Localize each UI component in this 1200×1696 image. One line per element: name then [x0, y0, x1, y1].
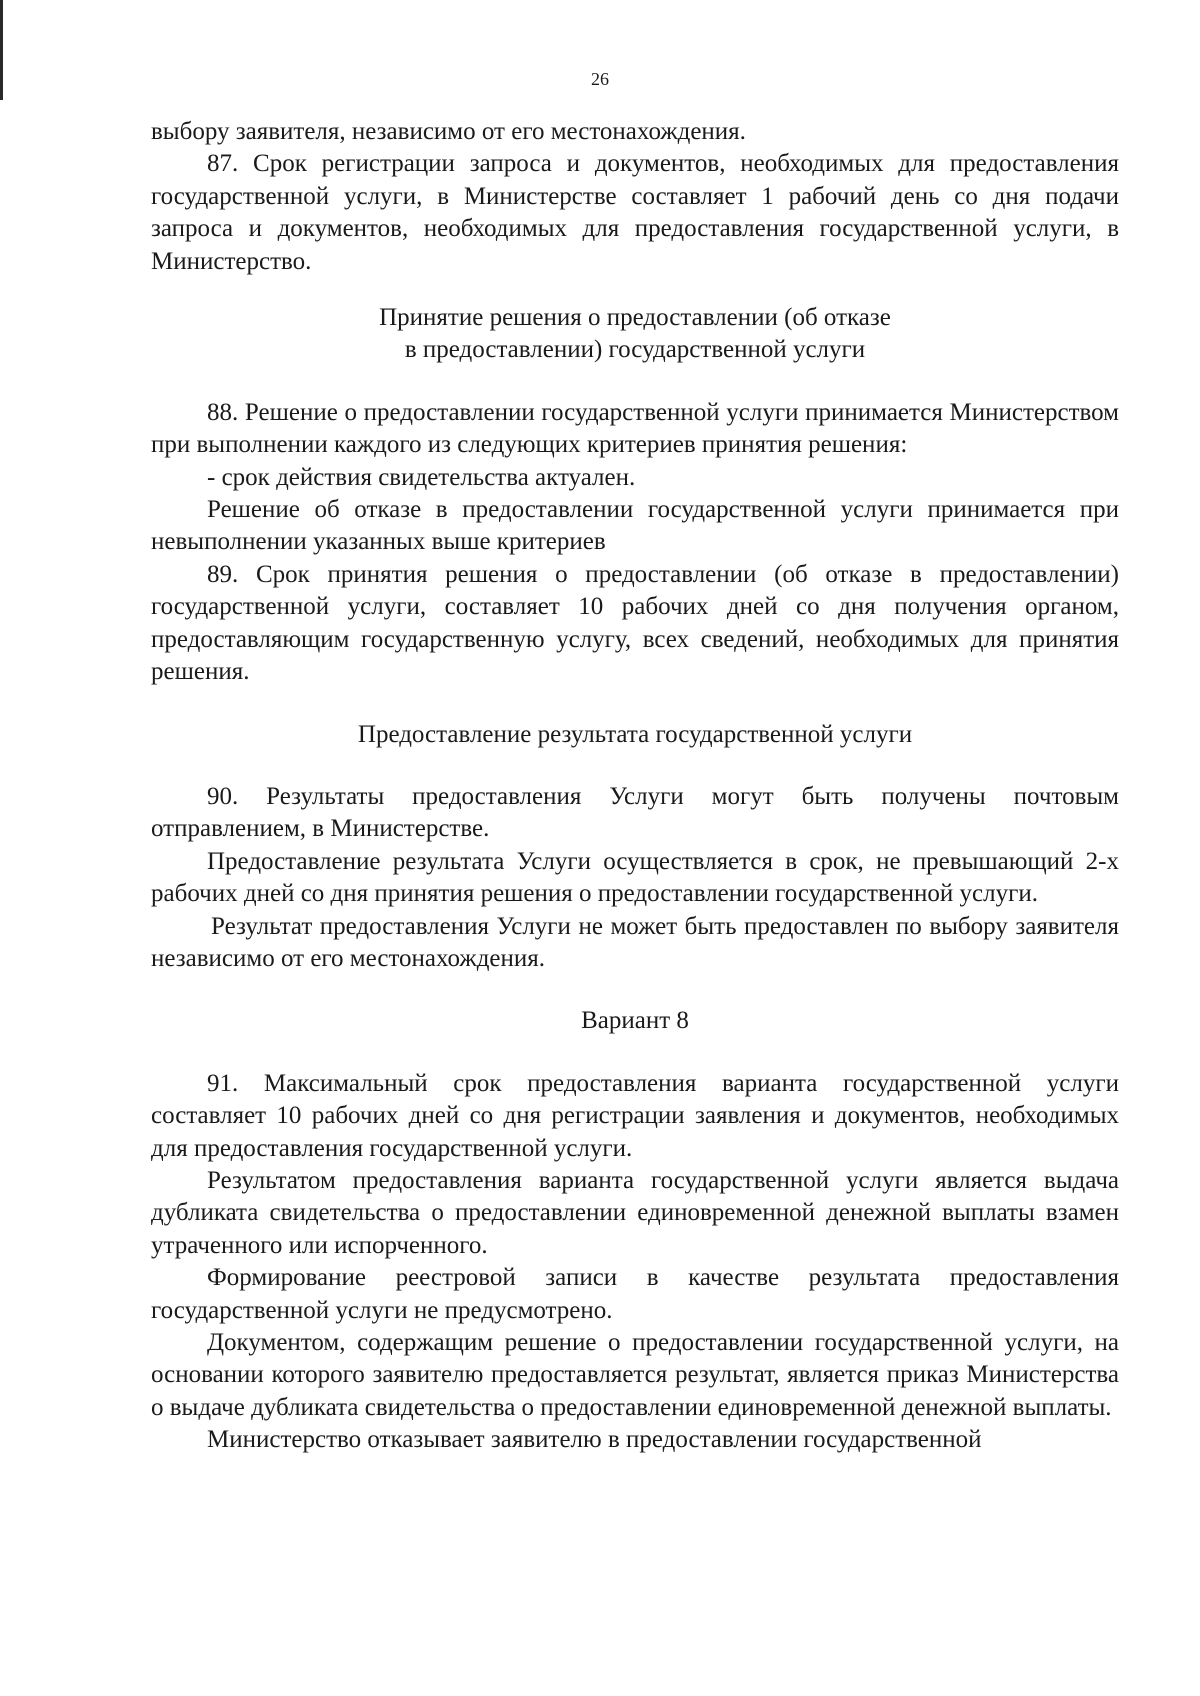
page-number: 26: [591, 69, 609, 89]
section-heading-result: Предоставление результата государственной услуги: [357, 720, 913, 748]
paragraph-87: 87. Срок регистрации запроса и документов, необходимых для предоставления государственной услуги, в Министерстве составляет 1 рабочий день со дня подачи запроса и документов, необходимых для предоставления государственной услуги, в Министерство.: [151, 150, 1119, 275]
paragraph-result-term: Предоставление результата Услуги осуществляется в срок, не превышающий 2-х рабочих дней со дня принятия решения о предоставлении государственной услуги.: [151, 847, 1119, 908]
paragraph-89: 89. Срок принятия решения о предоставлении (об отказе в предоставлении) государственной услуги, составляет 10 рабочих дней со дня получения органом, предоставляющим государственную услугу, всех сведений, необходимых для принятия решения.: [151, 560, 1119, 686]
paragraph-90: 90. Результаты предоставления Услуги могут быть получены почтовым отправлением, в Министерстве.: [151, 782, 1119, 843]
section-heading-decision-line2: в предоставлении) государственной услуги: [404, 336, 866, 364]
criteria-item: - срок действия свидетельства актуален.: [207, 463, 636, 491]
paragraph-91: 91. Максимальный срок предоставления варианта государственной услуги составляет 10 рабочих дней со дня регистрации заявления и документов, необходимых для предоставления государственной услуги.: [151, 1069, 1119, 1162]
paragraph-continuation: выбору заявителя, независимо от его местонахождения.: [151, 118, 746, 145]
paragraph-variant-result: Результатом предоставления варианта государственной услуги является выдача дубликата свидетельства о предоставлении единовременной денежной выплаты взамен утраченного или испорченного.: [151, 1166, 1119, 1259]
section-heading-decision-line1: Принятие решения о предоставлении (об отказе: [379, 304, 891, 332]
document-body: [151, 116, 1119, 1457]
paragraph-result-location: Результат предоставления Услуги не может быть предоставлен по выбору заявителя независимо от его местонахождения.: [151, 912, 1119, 972]
paragraph-decision-document: Документом, содержащим решение о предоставлении государственной услуги, на основании которого заявителю предоставляется результат, является приказ Министерства о выдаче дубликата свидетельства о предоставлении единовременной денежной выплаты.: [151, 1329, 1119, 1421]
paragraph-refusal-start: Министерство отказывает заявителю в предоставлении государственной: [207, 1426, 982, 1454]
section-heading-variant-8: Вариант 8: [581, 1007, 689, 1035]
paragraph-registry-record: Формирование реестровой записи в качестве результата предоставления государственной услуги не предусмотрено.: [151, 1264, 1119, 1324]
paragraph-88: 88. Решение о предоставлении государственной услуги принимается Министерством при выполнении каждого из следующих критериев принятия решения:: [151, 398, 1119, 459]
paragraph-refusal-decision: Решение об отказе в предоставлении государственной услуги принимается при невыполнении указанных выше критериев: [151, 496, 1119, 556]
